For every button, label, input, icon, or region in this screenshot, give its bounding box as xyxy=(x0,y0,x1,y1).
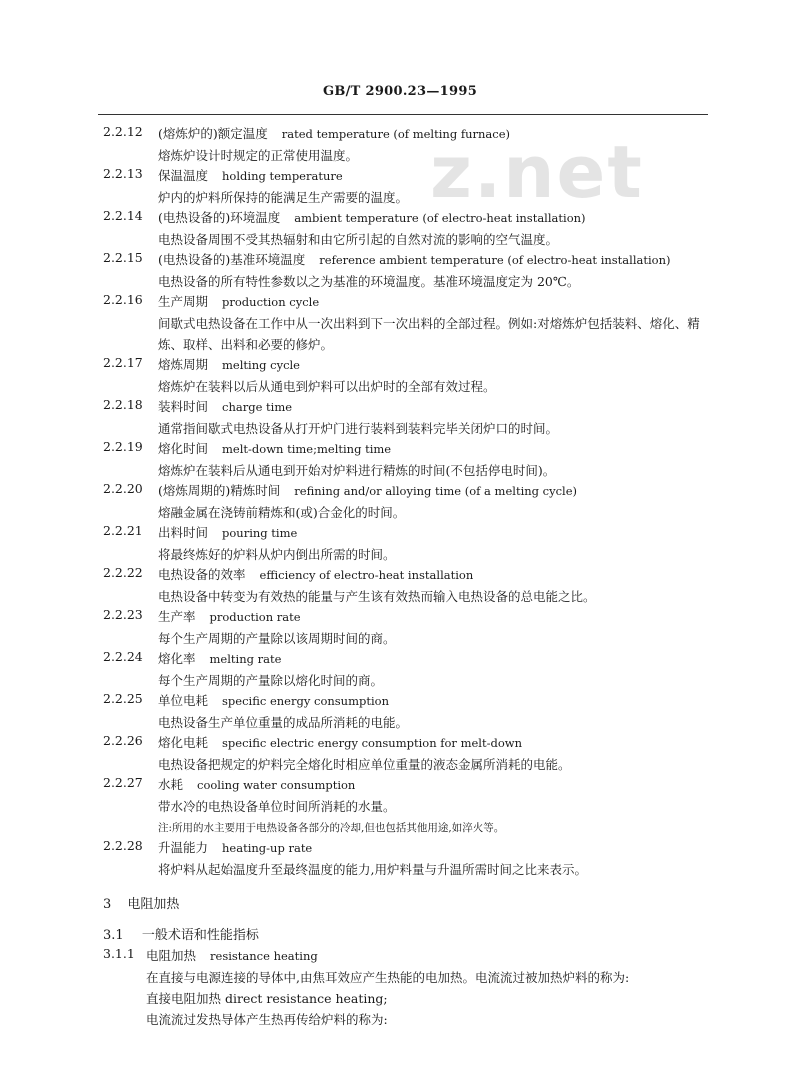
term-title xyxy=(158,649,281,667)
term-en: resistance heating xyxy=(210,949,318,963)
term-number: 2.2.23 xyxy=(103,607,143,622)
term-zh: (熔炼炉的)额定温度 xyxy=(158,126,268,141)
term-title xyxy=(158,775,355,793)
term-zh: (电热设备的)环境温度 xyxy=(158,210,281,225)
section-number: 3 xyxy=(103,897,112,912)
term-zh: 熔化电耗 xyxy=(158,735,209,750)
term-definition: 炉内的炉料所保持的能满足生产需要的温度。 xyxy=(158,190,409,205)
term-definition: 电热设备周围不受其热辐射和由它所引起的自然对流的影响的空气温度。 xyxy=(158,232,559,247)
term-en: charge time xyxy=(222,400,293,414)
term-number: 2.2.12 xyxy=(103,124,143,139)
term-definition: 电热设备中转变为有效热的能量与产生该有效热而输入电热设备的总电能之比。 xyxy=(158,589,596,604)
term-en: refining and/or alloying time (of a melting cycle) xyxy=(294,484,578,498)
term-number: 2.2.22 xyxy=(103,565,143,580)
term-number: 2.2.16 xyxy=(103,292,143,307)
term-zh: 出料时间 xyxy=(158,525,209,540)
term-zh: 单位电耗 xyxy=(158,693,209,708)
term-zh: 熔化率 xyxy=(158,651,196,666)
term-zh: 水耗 xyxy=(158,777,184,792)
term-title xyxy=(158,208,586,226)
term-title xyxy=(146,946,318,964)
term-definition: 电热设备把规定的炉料完全熔化时相应单位重量的液态金属所消耗的电能。 xyxy=(158,757,571,772)
term-title xyxy=(158,355,300,373)
term-definition: 通常指间歇式电热设备从打开炉门进行装料到装料完毕关闭炉口的时间。 xyxy=(158,421,559,436)
term-definition: 电流流过发热导体产生热再传给炉料的称为: xyxy=(146,1012,388,1027)
term-title xyxy=(158,691,389,709)
term-number: 2.2.19 xyxy=(103,439,143,454)
term-title xyxy=(158,481,577,499)
term-number: 2.2.24 xyxy=(103,649,143,664)
term-title xyxy=(158,733,522,751)
term-title xyxy=(158,250,671,268)
term-en: cooling water consumption xyxy=(197,778,356,792)
term-definition: 每个生产周期的产量除以熔化时间的商。 xyxy=(158,673,384,688)
term-en: specific energy consumption xyxy=(222,694,389,708)
term-zh: 熔炼周期 xyxy=(158,357,209,372)
term-title xyxy=(158,565,473,583)
term-zh: 电阻加热 xyxy=(146,948,197,963)
term-title xyxy=(158,397,292,415)
term-title xyxy=(158,607,301,625)
term-note: 注:所用的水主要用于电热设备各部分的冷却,但也包括其他用途,如淬火等。 xyxy=(158,822,505,834)
term-zh: 电热设备的效率 xyxy=(158,567,246,582)
term-definition: 熔融金属在浇铸前精炼和(或)合金化的时间。 xyxy=(158,505,406,520)
header-rule xyxy=(98,114,708,115)
subsection-title: 一般术语和性能指标 xyxy=(141,928,259,943)
term-en: ambient temperature (of electro-heat installation) xyxy=(294,211,586,225)
page-header: GB/T 2900.23—1995 xyxy=(322,84,478,99)
term-number: 2.2.20 xyxy=(103,481,143,496)
subsection-heading xyxy=(103,924,259,943)
term-number: 2.2.28 xyxy=(103,838,143,853)
section-heading xyxy=(103,893,179,912)
term-subterm: 直接电阻加热 direct resistance heating; xyxy=(146,991,388,1006)
term-zh: 保温温度 xyxy=(158,168,209,183)
term-en: reference ambient temperature (of electro-heat installation) xyxy=(319,253,671,267)
term-title xyxy=(158,166,343,184)
term-en: pouring time xyxy=(222,526,298,540)
term-en: melting cycle xyxy=(222,358,300,372)
term-definition: 将最终炼好的炉料从炉内倒出所需的时间。 xyxy=(158,547,396,562)
term-en: specific electric energy consumption for melt-down xyxy=(222,736,523,750)
term-en: holding temperature xyxy=(222,169,343,183)
term-zh: 生产周期 xyxy=(158,294,209,309)
term-title xyxy=(158,439,391,457)
term-en: production rate xyxy=(209,610,301,624)
term-definition: 熔炼炉在装料后从通电到开始对炉料进行精炼的时间(不包括停电时间)。 xyxy=(158,463,556,478)
term-number: 2.2.26 xyxy=(103,733,143,748)
term-definition: 电热设备的所有特性参数以之为基准的环境温度。基准环境温度定为 20℃。 xyxy=(158,274,580,289)
term-title xyxy=(158,292,319,310)
term-title xyxy=(158,124,510,142)
term-title xyxy=(158,838,312,856)
term-number: 2.2.17 xyxy=(103,355,143,370)
term-definition: 熔炼炉设计时规定的正常使用温度。 xyxy=(158,148,359,163)
term-en: production cycle xyxy=(222,295,320,309)
section-title: 电阻加热 xyxy=(127,897,180,912)
term-definition: 间歇式电热设备在工作中从一次出料到下一次出料的全部过程。例如:对熔炼炉包括装料、熔化、精炼、取样、出料和必要的修炉。 xyxy=(158,316,700,352)
term-number: 2.2.14 xyxy=(103,208,143,223)
term-number: 2.2.18 xyxy=(103,397,143,412)
term-zh: 生产率 xyxy=(158,609,196,624)
watermark: z.net xyxy=(430,130,644,214)
term-en: melt-down time;melting time xyxy=(222,442,392,456)
term-definition: 电热设备生产单位重量的成品所消耗的电能。 xyxy=(158,715,409,730)
term-number: 2.2.15 xyxy=(103,250,143,265)
term-definition: 将炉料从起始温度升至最终温度的能力,用炉料量与升温所需时间之比来表示。 xyxy=(158,862,587,877)
term-number: 2.2.27 xyxy=(103,775,143,790)
term-zh: 升温能力 xyxy=(158,840,209,855)
term-definition: 熔炼炉在装料以后从通电到炉料可以出炉时的全部有效过程。 xyxy=(158,379,496,394)
term-zh: (熔炼周期的)精炼时间 xyxy=(158,483,281,498)
term-zh: 熔化时间 xyxy=(158,441,209,456)
term-en: heating-up rate xyxy=(222,841,313,855)
term-en: rated temperature (of melting furnace) xyxy=(281,127,510,141)
term-definition: 在直接与电源连接的导体中,由焦耳效应产生热能的电加热。电流流过被加热炉料的称为: xyxy=(146,970,630,985)
term-en: melting rate xyxy=(209,652,282,666)
term-number: 2.2.13 xyxy=(103,166,143,181)
term-number: 2.2.21 xyxy=(103,523,143,538)
term-definition: 每个生产周期的产量除以该周期时间的商。 xyxy=(158,631,396,646)
subsection-number: 3.1 xyxy=(103,928,124,943)
term-title xyxy=(158,523,297,541)
term-en: efficiency of electro-heat installation xyxy=(259,568,474,582)
term-definition: 带水冷的电热设备单位时间所消耗的水量。 xyxy=(158,799,396,814)
term-number: 3.1.1 xyxy=(103,946,135,961)
term-zh: 装料时间 xyxy=(158,399,209,414)
term-number: 2.2.25 xyxy=(103,691,143,706)
term-zh: (电热设备的)基准环境温度 xyxy=(158,252,306,267)
